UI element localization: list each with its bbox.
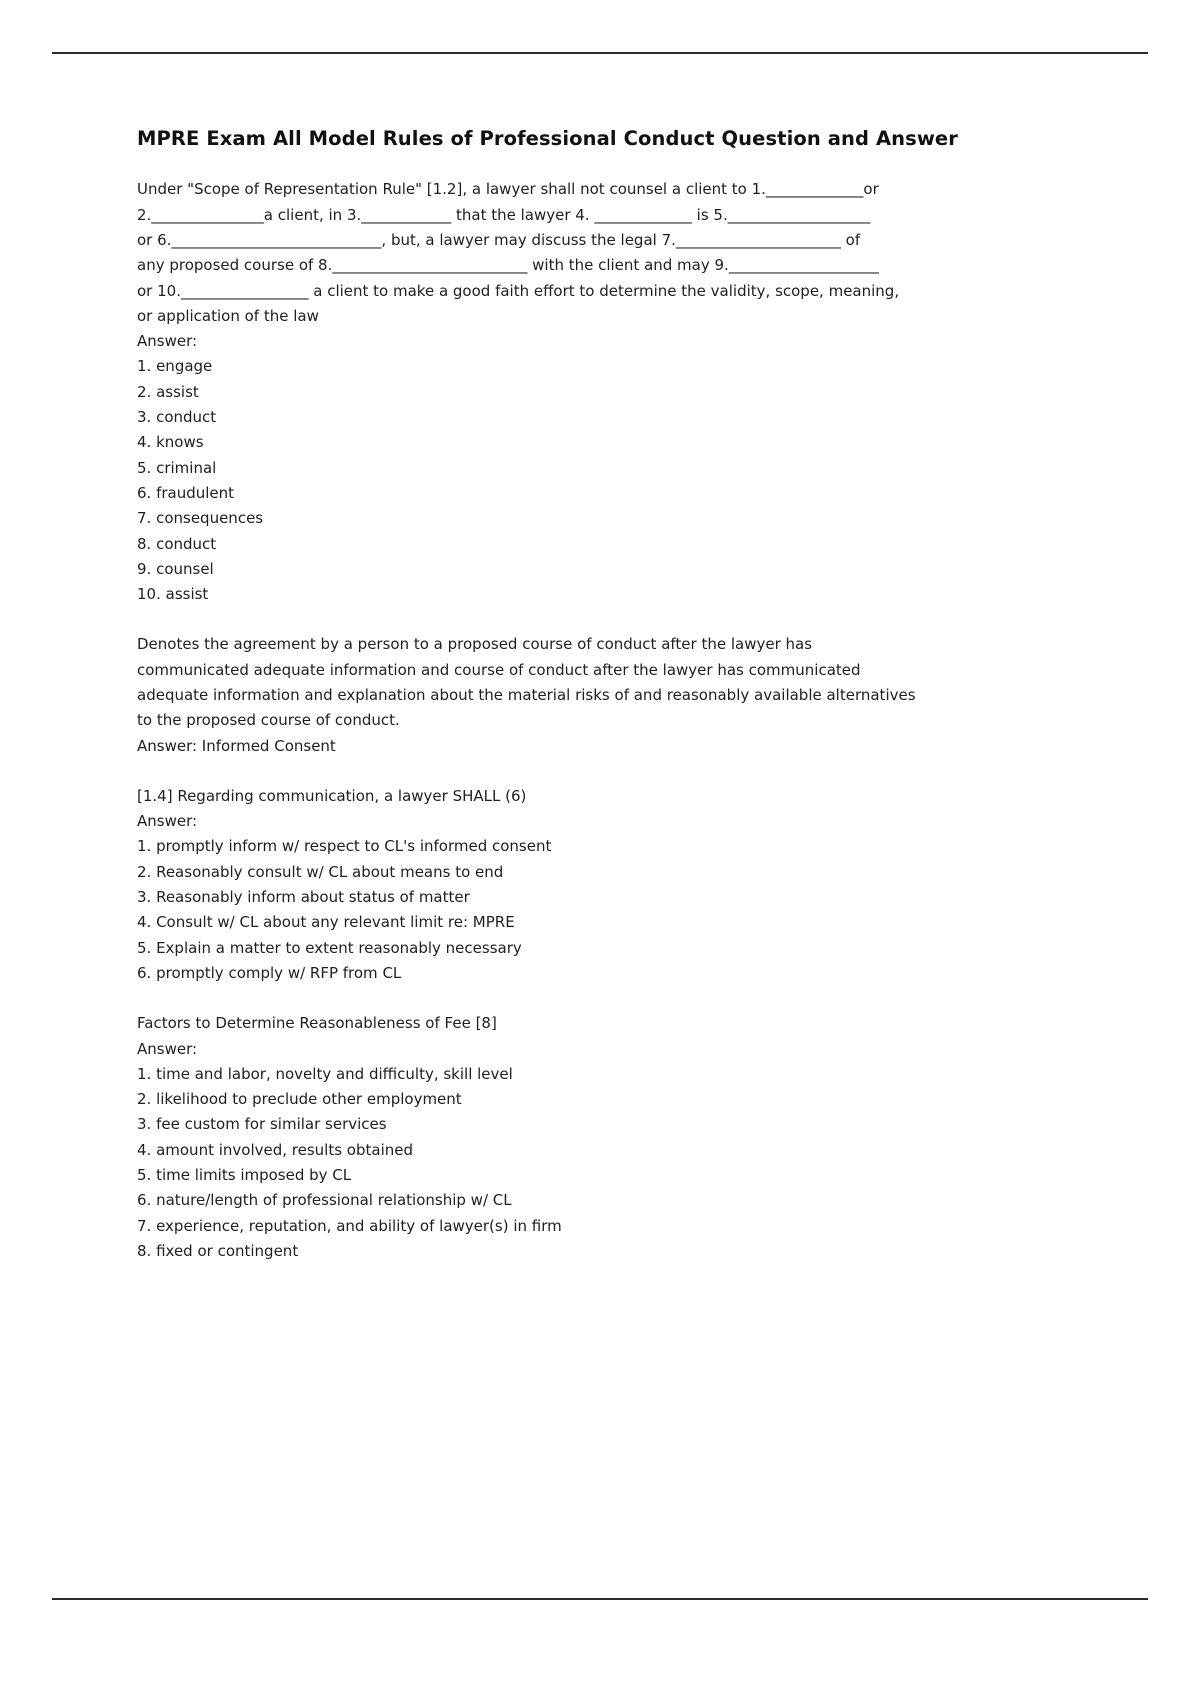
list-item: 4. knows [137, 433, 204, 452]
question-line: communicated adequate information and course of conduct after the lawyer has communicated [137, 660, 861, 679]
list-item: 2. Reasonably consult w/ CL about means to end [137, 862, 504, 881]
section-spacer [137, 986, 1017, 1011]
list-item: 7. experience, reputation, and ability of lawyer(s) in firm [137, 1216, 562, 1235]
question-line: any proposed course of 8.__________________________ with the client and may 9.____________________ [137, 256, 879, 275]
question-line: 2._______________a client, in 3.____________ that the lawyer 4. _____________ is 5.___________________ [137, 205, 871, 224]
list-item: 3. fee custom for similar services [137, 1115, 387, 1134]
list-item: 1. time and labor, novelty and difficulty, skill level [137, 1064, 513, 1083]
section-fee-reasonableness [137, 1011, 1017, 1264]
list-item: 3. conduct [137, 408, 217, 427]
list-item: 6. nature/length of professional relationship w/ CL [137, 1191, 512, 1210]
question-line: Under "Scope of Representation Rule" [1.2], a lawyer shall not counsel a client to 1._____________or [137, 180, 879, 199]
section-communication [137, 784, 1017, 986]
answer-label: Answer: [137, 1039, 198, 1058]
page-title: MPRE Exam All Model Rules of Professional Conduct Question and Answer [137, 127, 958, 150]
answer-label: Answer: [137, 332, 198, 351]
document-content [137, 126, 1017, 1264]
section-informed-consent [137, 632, 1017, 758]
footer-divider [52, 1598, 1148, 1600]
list-item: 4. Consult w/ CL about any relevant limit re: MPRE [137, 913, 515, 932]
list-item: 5. time limits imposed by CL [137, 1166, 352, 1185]
question-line: or application of the law [137, 306, 319, 325]
list-item: 7. consequences [137, 509, 264, 528]
list-item: 9. counsel [137, 559, 214, 578]
list-item: 5. criminal [137, 458, 217, 477]
question-line: Factors to Determine Reasonableness of Fee [8] [137, 1014, 497, 1033]
answer-label: Answer: [137, 812, 198, 831]
list-item: 4. amount involved, results obtained [137, 1140, 413, 1159]
question-line: or 10._________________ a client to make a good faith effort to determine the validity, scope, meaning, [137, 281, 900, 300]
section-spacer [137, 607, 1017, 632]
list-item: 6. promptly comply w/ RFP from CL [137, 963, 402, 982]
header-divider [52, 52, 1148, 54]
question-line: or 6.____________________________, but, a lawyer may discuss the legal 7.______________________ of [137, 230, 861, 249]
list-item: 1. engage [137, 357, 213, 376]
section-spacer [137, 759, 1017, 784]
list-item: 5. Explain a matter to extent reasonably necessary [137, 938, 522, 957]
list-item: 2. likelihood to preclude other employment [137, 1090, 462, 1109]
list-item: 8. fixed or contingent [137, 1241, 299, 1260]
section-scope-of-representation [137, 177, 1017, 607]
question-line: Denotes the agreement by a person to a proposed course of conduct after the lawyer has [137, 635, 813, 654]
list-item: 3. Reasonably inform about status of matter [137, 888, 470, 907]
list-item: 6. fraudulent [137, 483, 235, 502]
list-item: 1. promptly inform w/ respect to CL's informed consent [137, 837, 552, 856]
list-item: 10. assist [137, 585, 209, 604]
question-line: [1.4] Regarding communication, a lawyer SHALL (6) [137, 786, 527, 805]
question-line: adequate information and explanation about the material risks of and reasonably available alternatives [137, 685, 916, 704]
question-line: to the proposed course of conduct. [137, 711, 400, 730]
answer-line: Answer: Informed Consent [137, 736, 336, 755]
list-item: 8. conduct [137, 534, 217, 553]
list-item: 2. assist [137, 382, 199, 401]
